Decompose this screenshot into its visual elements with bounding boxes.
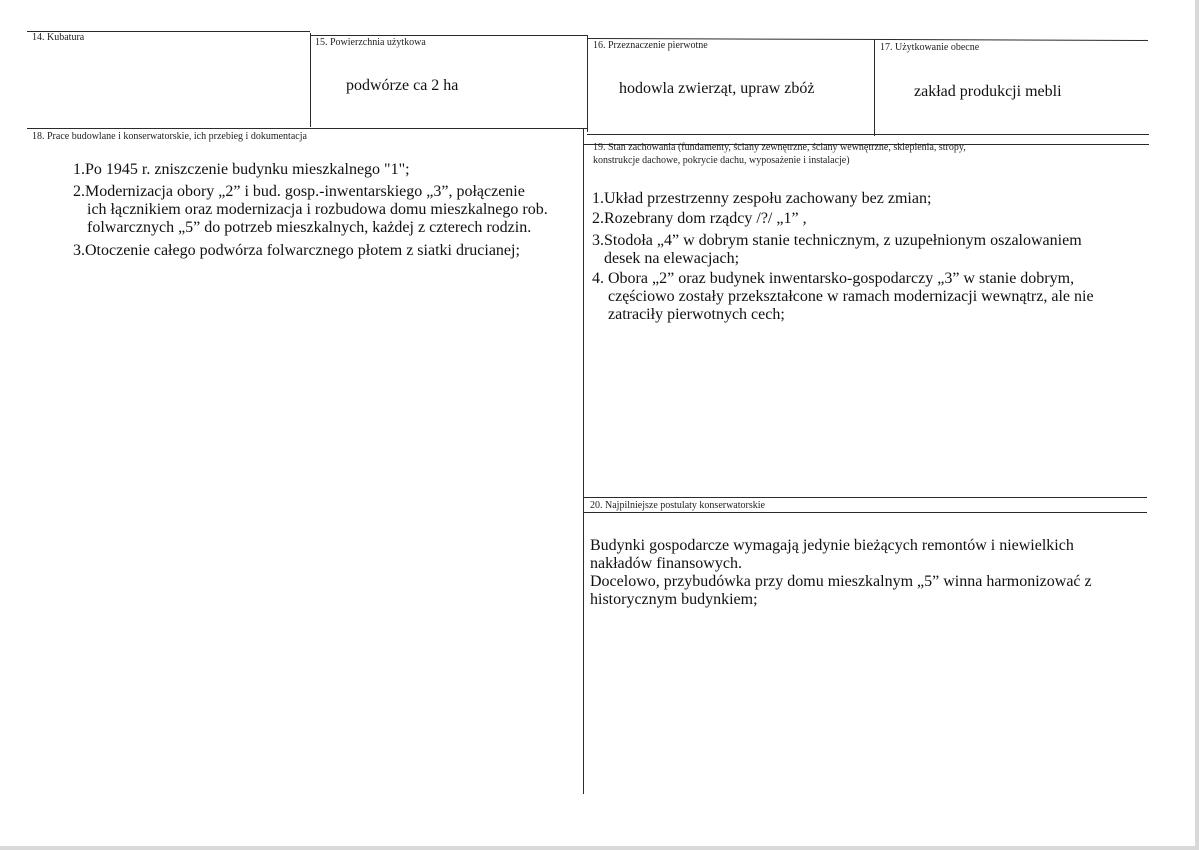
divider-col-17 [874,40,875,136]
section19-item-continuation: desek na elewacjach; [604,250,740,267]
section19-label-cont: konstrukcje dachowe, pokrycie dachu, wyposażenie i instalacje) [593,155,850,166]
section18-item [73,242,520,260]
section18-item-text: 3.Otoczenie całego podwórza folwarcznego płotem z siatki drucianej; [73,242,520,259]
section19-item-text: 1.Układ przestrzenny zespołu zachowany bez zmian; [592,190,932,207]
powierzchnia-value: podwórze ca 2 ha [346,77,459,94]
section19-item-continuation: zatraciły pierwotnych cech; [608,306,785,323]
section18-item-text: 2.Modernizacja obory „2” i bud. gosp.-inwentarskiego „3”, połączenie [73,183,525,200]
section19-item-text: 3.Stodoła „4” w dobrym stanie technicznym, z uzupełnionym oszalowaniem [592,232,1082,249]
divider-col-15 [310,33,311,127]
divider-col-16 [587,36,588,132]
section20-line: Budynki gospodarcze wymagają jedynie bieżących remontów i niewielkich [590,537,1074,554]
section19-item [592,232,1152,268]
przeznaczenie-label: 16. Przeznaczenie pierwotne [593,40,708,51]
powierzchnia-label: 15. Powierzchnia użytkowa [315,37,426,48]
section18-label: 18. Prace budowlane i konserwatorskie, ich przebieg i dokumentacja [32,131,307,142]
section20-top-border [583,497,1147,498]
section20-label-underline [583,512,1147,513]
section20-line: historycznym budynkiem; [590,591,758,608]
uzytkowanie-value: zakład produkcji mebli [914,83,1062,100]
section18-item [73,183,583,237]
przeznaczenie-value: hodowla zwierząt, upraw zbóż [619,80,815,97]
section19-item-continuation: częściowo zostały przekształcone w ramach modernizacji wewnątrz, ale nie [608,288,1094,305]
section19-item-text: 2.Rozebrany dom rządcy /?/ „1” , [592,210,807,227]
section19-item [592,270,1152,324]
section18-item-text: 1.Po 1945 r. zniszczenie budynku mieszkalnego "1"; [73,161,410,178]
section19-item [592,190,931,208]
row-divider-right [587,134,1149,135]
scan-bottom-edge [0,846,1199,850]
uzytkowanie-label: 17. Użytkowanie obecne [880,42,980,53]
kubatura-label: 14. Kubatura [32,32,85,43]
section19-item [592,210,807,228]
section19-label: 19. Stan zachowania (fundamenty, ściany zewnętrzne, ściany wewnętrzne, sklepienia, stropy, [593,142,966,153]
section20-line: Docelowo, przybudówka przy domu mieszkalnym „5” winna harmonizować z [590,573,1092,590]
scan-right-edge [1195,0,1199,850]
section18-item-continuation: ich łącznikiem oraz modernizacja i rozbudowa domu mieszkalnego rob. [87,201,548,218]
main-column-divider [583,128,584,794]
section18-item-continuation: folwarcznych „5” do potrzeb mieszkalnych, każdej z czterech rodzin. [87,219,532,236]
section18-item [73,161,410,179]
row-divider-left [27,128,587,129]
section19-item-text: 4. Obora „2” oraz budynek inwentarsko-gospodarczy „3” w stanie dobrym, [592,270,1075,287]
section20-text [590,537,1150,609]
top-border-mid [310,35,588,36]
section20-line: nakładów finansowych. [590,555,742,572]
section20-label: 20. Najpilniejsze postulaty konserwatorskie [590,500,765,511]
